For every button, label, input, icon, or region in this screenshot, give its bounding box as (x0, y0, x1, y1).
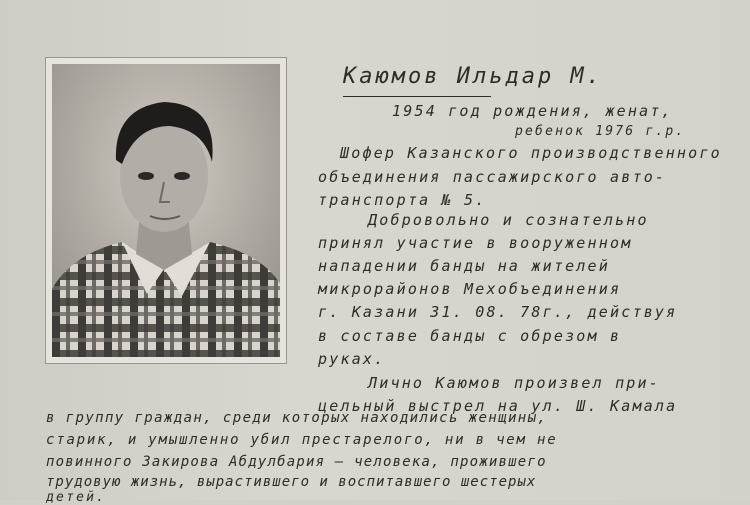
text-line: Шофер Казанского производственного (340, 144, 722, 162)
text-line: г. Казани 31. 08. 78г., действуя (318, 303, 678, 321)
text-line: детей. (46, 490, 107, 505)
text-line: 1954 год рождения, женат, (392, 102, 673, 120)
text-line: повинного Закирова Абдулбария — человека, прожившего (46, 454, 547, 470)
document-title: Каюмов Ильдар М. (343, 64, 603, 89)
text-line: Лично Каюмов произвел при- (368, 374, 660, 392)
text-line: Добровольно и сознательно (368, 211, 649, 229)
text-line: принял участие в вооруженном (318, 234, 633, 252)
text-line: в составе банды с обрезом в (318, 327, 622, 345)
portrait-image (52, 64, 280, 357)
text-line: в группу граждан, среди которых находились женщины, (46, 410, 548, 426)
text-line: нападении банды на жителей (318, 257, 610, 275)
portrait-photo (46, 58, 286, 363)
text-line: руках. (318, 350, 386, 368)
text-line: старик, и умышленно убил престарелого, ни в чем не (46, 432, 558, 448)
text-line: ребенок 1976 г.р. (515, 124, 686, 139)
text-line: транспорта № 5. (318, 191, 487, 209)
text-line: микрорайонов Мехобъединения (318, 280, 622, 298)
title-underline (343, 96, 491, 97)
text-line: объединения пассажирского авто- (318, 168, 667, 186)
text-line: трудовую жизнь, вырастившего и воспитавшего шестерых (46, 474, 537, 490)
text-line: цельный выстрел на ул. Ш. Камала (318, 397, 678, 415)
